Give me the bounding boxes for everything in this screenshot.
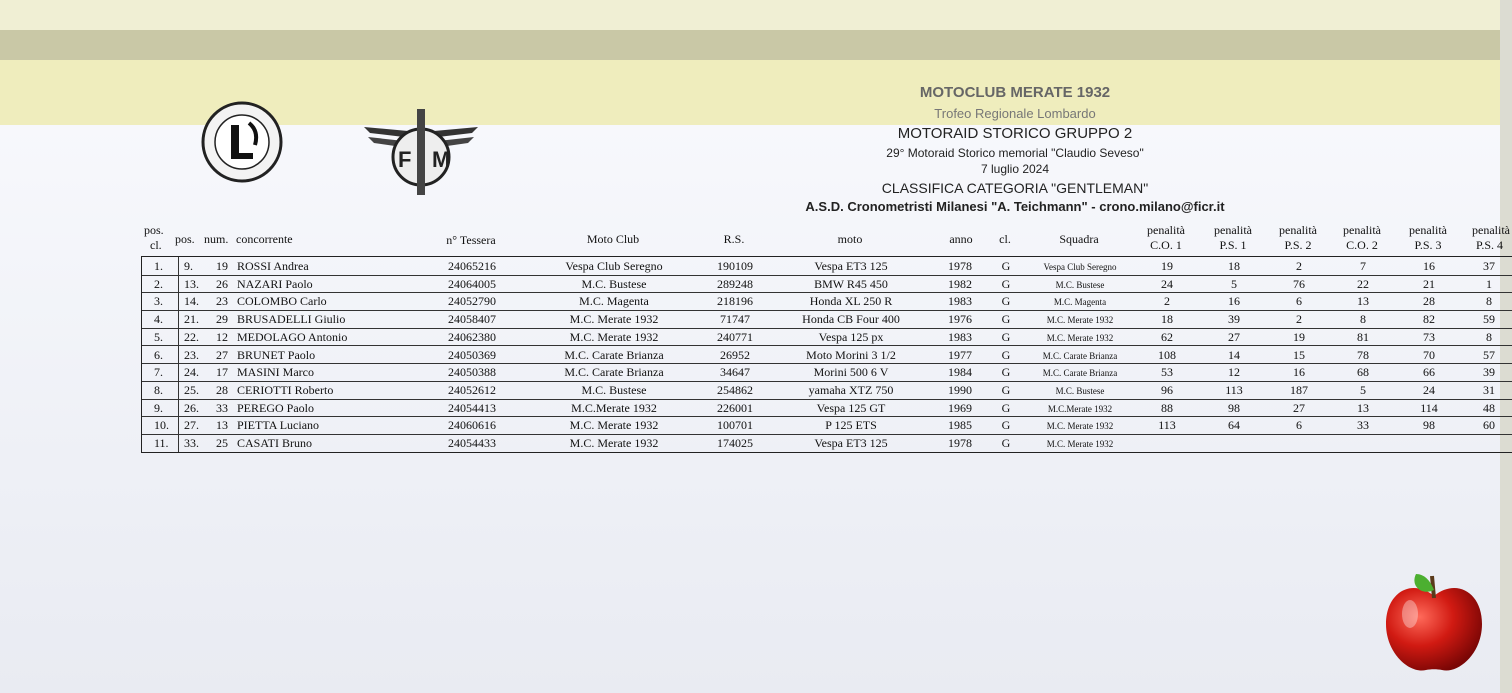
cell-name: MEDOLAGO Antonio [237, 329, 348, 344]
cell-pos: 25. [184, 382, 199, 397]
cell-poscl: 3. [154, 294, 163, 309]
cell-rs: 226001 [717, 400, 753, 415]
col-head-pos: pos. [175, 232, 195, 246]
cell-ps4: 37 [1483, 259, 1495, 273]
cell-ps4: 60 [1483, 418, 1495, 433]
cell-pos: 9. [184, 259, 193, 273]
cell-poscl: 11. [154, 436, 169, 450]
cell-rs: 218196 [717, 294, 753, 309]
cell-ps1: 39 [1228, 312, 1240, 327]
cell-squadra: Vespa Club Seregno [1043, 262, 1117, 272]
cell-squadra: M.C. Merate 1932 [1046, 439, 1114, 449]
cell-anno: 1990 [948, 382, 972, 397]
event-date: 7 luglio 2024 [980, 162, 1050, 176]
cell-cl: G [1001, 294, 1011, 309]
col-head-ps4: P.S. 4 [1476, 238, 1504, 252]
cell-ps3: 24 [1423, 382, 1435, 397]
cell-ps4: 48 [1483, 400, 1495, 415]
cell-co1: 113 [1158, 418, 1176, 433]
cell-num: 23 [216, 294, 228, 309]
cell-rs: 26952 [720, 347, 750, 362]
cell-ps4: 59 [1483, 312, 1495, 327]
table-row [142, 275, 1512, 294]
cell-co2: 33 [1357, 418, 1369, 433]
cell-ps4: 57 [1483, 347, 1495, 362]
cell-club: M.C. Magenta [579, 294, 649, 309]
cell-co2: 78 [1357, 347, 1369, 362]
cell-num: 29 [216, 312, 228, 327]
cell-squadra: M.C. Merate 1932 [1046, 315, 1114, 326]
col-head-ps2: P.S. 2 [1284, 238, 1312, 252]
cell-moto: Vespa ET3 125 [814, 436, 888, 450]
apple-icon [1382, 568, 1486, 678]
cell-moto: Vespa 125 GT [816, 400, 886, 415]
cell-co1: 53 [1161, 365, 1173, 380]
col-head-poscl-1: pos. [144, 223, 164, 237]
cell-tessera: 24050388 [448, 365, 496, 380]
motoclub-logo [199, 101, 285, 183]
col-head-motoclub: Moto Club [586, 232, 640, 246]
col-head-pen-3: penalità [1279, 223, 1317, 237]
cell-squadra: M.C. Bustese [1055, 385, 1105, 396]
cell-ps1: 16 [1228, 294, 1240, 309]
cell-tessera: 24060616 [448, 418, 496, 433]
cell-moto: BMW R45 450 [814, 276, 888, 291]
col-head-rs: R.S. [723, 232, 745, 246]
cell-anno: 1969 [948, 400, 972, 415]
cell-club: M.C. Bustese [581, 276, 647, 291]
cell-ps3: 73 [1423, 329, 1435, 344]
cell-num: 25 [216, 436, 228, 450]
cell-moto: Moto Morini 3 1/2 [806, 347, 896, 362]
cell-moto: Honda XL 250 R [809, 294, 893, 309]
cell-poscl: 7. [154, 365, 163, 380]
cell-rs: 100701 [717, 418, 753, 433]
cell-ps1: 64 [1228, 418, 1240, 433]
cell-rs: 240771 [717, 329, 753, 344]
cell-name: CERIOTTI Roberto [237, 382, 334, 397]
cell-co2: 81 [1357, 329, 1369, 344]
cell-num: 19 [216, 259, 228, 273]
cell-ps3: 28 [1423, 294, 1435, 309]
col-head-moto: moto [837, 232, 863, 246]
cell-co2: 13 [1357, 400, 1369, 415]
cell-anno: 1984 [948, 365, 972, 380]
cell-ps3: 98 [1423, 418, 1435, 433]
cell-tessera: 24062380 [448, 329, 496, 344]
cell-anno: 1978 [948, 259, 972, 273]
cell-ps1: 98 [1228, 400, 1240, 415]
col-head-pen-2: penalità [1214, 223, 1252, 237]
cell-anno: 1976 [948, 312, 972, 327]
col-head-concorrente: concorrente [236, 232, 293, 246]
cell-ps2: 76 [1293, 276, 1305, 291]
cell-club: M.C. Merate 1932 [569, 329, 659, 344]
cell-num: 26 [216, 276, 228, 291]
cell-name: BRUNET Paolo [237, 347, 316, 362]
cell-ps2: 16 [1293, 365, 1305, 380]
cell-squadra: M.C. Carate Brianza [1042, 350, 1118, 361]
cell-pos: 27. [184, 418, 199, 433]
cell-pos: 13. [184, 276, 199, 291]
timekeeper-line: A.S.D. Cronometristi Milanesi "A. Teichmann" - crono.milano@ficr.it [805, 199, 1225, 214]
cell-co1: 88 [1161, 400, 1173, 415]
cell-anno: 1985 [948, 418, 972, 433]
cell-co1: 108 [1158, 347, 1176, 362]
cell-co2: 8 [1360, 312, 1366, 327]
col-head-pen-6: penalità [1472, 223, 1510, 237]
cell-squadra: M.C. Bustese [1055, 279, 1105, 290]
cell-squadra: M.C. Merate 1932 [1046, 421, 1114, 432]
cell-ps1: 12 [1228, 365, 1240, 380]
cell-cl: G [1001, 400, 1011, 415]
cell-ps4: 39 [1483, 365, 1495, 380]
cell-name: PEREGO Paolo [237, 400, 315, 415]
trofeo-subtitle: Trofeo Regionale Lombardo [934, 106, 1096, 121]
col-head-pen-4: penalità [1343, 223, 1381, 237]
cell-ps2: 19 [1293, 329, 1305, 344]
col-head-ps3: P.S. 3 [1414, 238, 1442, 252]
cell-ps3: 66 [1423, 365, 1435, 380]
cell-anno: 1983 [948, 294, 972, 309]
col-head-num: num. [204, 232, 229, 246]
cell-pos: 22. [184, 329, 199, 344]
cell-name: NAZARI Paolo [237, 276, 313, 291]
cell-co1: 19 [1161, 259, 1173, 273]
cell-moto: Vespa ET3 125 [814, 259, 888, 273]
cell-co1: 18 [1161, 312, 1173, 327]
cell-ps3: 70 [1423, 347, 1435, 362]
cell-co1: 96 [1161, 382, 1173, 397]
cell-squadra: M.C. Carate Brianza [1042, 368, 1118, 379]
cell-tessera: 24052790 [448, 294, 496, 309]
cell-rs: 289248 [717, 276, 753, 291]
cell-pos: 21. [184, 312, 199, 327]
cell-squadra: M.C.Merate 1932 [1047, 403, 1113, 414]
cell-club: M.C. Carate Brianza [564, 347, 664, 362]
cell-poscl: 10. [154, 418, 169, 433]
cell-ps2: 2 [1296, 259, 1302, 273]
cell-moto: Morini 500 6 V [813, 365, 889, 380]
col-head-pen-5: penalità [1409, 223, 1447, 237]
cell-squadra: M.C. Magenta [1053, 297, 1107, 308]
cell-poscl: 4. [154, 312, 163, 327]
cell-ps4: 8 [1486, 294, 1492, 309]
cell-club: M.C.Merate 1932 [571, 400, 657, 415]
memorial-line: 29° Motoraid Storico memorial "Claudio Seveso" [886, 146, 1144, 160]
cell-moto: yamaha XTZ 750 [808, 382, 894, 397]
col-head-co1: C.O. 1 [1150, 238, 1182, 252]
col-head-poscl-2: cl. [150, 238, 162, 252]
cell-co1: 62 [1161, 329, 1173, 344]
cell-cl: G [1001, 436, 1011, 450]
cell-cl: G [1001, 259, 1011, 273]
cell-anno: 1978 [948, 436, 972, 450]
cell-name: PIETTA Luciano [237, 418, 320, 433]
cell-pos: 24. [184, 365, 199, 380]
cell-tessera: 24065216 [448, 259, 496, 273]
cell-cl: G [1001, 418, 1011, 433]
cell-cl: G [1001, 312, 1011, 327]
col-head-ps1: P.S. 1 [1219, 238, 1247, 252]
cell-num: 17 [216, 365, 228, 380]
cell-ps4: 8 [1486, 329, 1492, 344]
cell-rs: 174025 [717, 436, 753, 450]
cell-co1: 2 [1164, 294, 1170, 309]
cell-poscl: 1. [154, 259, 163, 273]
cell-name: CASATI Bruno [237, 436, 313, 450]
cell-poscl: 5. [154, 329, 163, 344]
cell-tessera: 24050369 [448, 347, 496, 362]
col-head-anno: anno [949, 232, 973, 246]
cell-ps1: 27 [1228, 329, 1240, 344]
table-row [142, 257, 1512, 276]
cell-moto: Honda CB Four 400 [802, 312, 900, 327]
cell-moto: Vespa 125 px [818, 329, 884, 344]
table-row [142, 310, 1512, 329]
table-row [142, 363, 1512, 382]
cell-ps2: 187 [1290, 382, 1308, 397]
table-row [142, 381, 1512, 400]
cell-anno: 1977 [948, 347, 972, 362]
cell-ps4: 1 [1486, 276, 1492, 291]
cell-name: COLOMBO Carlo [237, 294, 327, 309]
table-row [142, 292, 1512, 311]
col-head-co2: C.O. 2 [1346, 238, 1378, 252]
table-row [142, 399, 1512, 418]
cell-club: M.C. Bustese [581, 382, 647, 397]
svg-text:M: M [432, 147, 451, 172]
cell-name: MASINI Marco [237, 365, 314, 380]
cell-ps2: 6 [1296, 418, 1302, 433]
cell-cl: G [1001, 329, 1011, 344]
cell-ps2: 2 [1296, 312, 1302, 327]
classifica-title: CLASSIFICA CATEGORIA "GENTLEMAN" [881, 180, 1149, 196]
cell-poscl: 2. [154, 276, 163, 291]
col-head-tessera: n° Tessera [446, 233, 496, 247]
cell-club: M.C. Merate 1932 [569, 418, 659, 433]
cell-rs: 254862 [717, 382, 753, 397]
cell-name: ROSSI Andrea [237, 259, 309, 273]
cell-num: 27 [216, 347, 228, 362]
cell-num: 12 [216, 329, 228, 344]
cell-co2: 5 [1360, 382, 1366, 397]
cell-cl: G [1001, 276, 1011, 291]
cell-co2: 68 [1357, 365, 1369, 380]
cell-co2: 7 [1360, 259, 1366, 273]
cell-club: M.C. Carate Brianza [564, 365, 664, 380]
cell-tessera: 24054413 [448, 400, 496, 415]
cell-cl: G [1001, 347, 1011, 362]
cell-num: 33 [216, 400, 228, 415]
cell-co2: 13 [1357, 294, 1369, 309]
cell-ps3: 21 [1423, 276, 1435, 291]
cell-ps2: 6 [1296, 294, 1302, 309]
cell-pos: 33. [184, 436, 199, 450]
results-table [141, 256, 1512, 453]
table-row [142, 328, 1512, 347]
cell-rs: 34647 [720, 365, 750, 380]
cell-poscl: 8. [154, 382, 163, 397]
col-head-squadra: Squadra [1059, 232, 1099, 246]
cell-poscl: 6. [154, 347, 163, 362]
cell-ps1: 5 [1231, 276, 1237, 291]
cell-tessera: 24064005 [448, 276, 496, 291]
cell-ps3: 16 [1423, 259, 1435, 273]
cell-poscl: 9. [154, 400, 163, 415]
cell-cl: G [1001, 382, 1011, 397]
cell-num: 13 [216, 418, 228, 433]
cell-ps4: 31 [1483, 382, 1495, 397]
cell-pos: 14. [184, 294, 199, 309]
cell-cl: G [1001, 365, 1011, 380]
cell-tessera: 24058407 [448, 312, 496, 327]
cell-anno: 1983 [948, 329, 972, 344]
cell-squadra: M.C. Merate 1932 [1046, 332, 1114, 343]
cell-pos: 23. [184, 347, 199, 362]
cell-ps2: 27 [1293, 400, 1305, 415]
cell-rs: 71747 [720, 312, 750, 327]
cell-ps3: 114 [1420, 400, 1438, 415]
cell-club: Vespa Club Seregno [565, 259, 663, 273]
cell-moto: P 125 ETS [825, 418, 877, 433]
fim-logo [362, 103, 480, 195]
cell-co1: 24 [1161, 276, 1173, 291]
svg-text:F: F [398, 147, 412, 172]
table-row [142, 434, 1512, 452]
org-title: MOTOCLUB MERATE 1932 [919, 84, 1111, 101]
cell-co2: 22 [1357, 276, 1369, 291]
cell-tessera: 24054433 [448, 436, 496, 450]
event-title: MOTORAID STORICO GRUPPO 2 [897, 125, 1133, 142]
cell-ps1: 14 [1228, 347, 1240, 362]
col-head-pen-1: penalità [1147, 223, 1185, 237]
cell-club: M.C. Merate 1932 [569, 312, 659, 327]
cell-anno: 1982 [948, 276, 972, 291]
cell-rs: 190109 [717, 259, 753, 273]
cell-ps2: 15 [1293, 347, 1305, 362]
cell-club: M.C. Merate 1932 [569, 436, 659, 450]
cell-pos: 26. [184, 400, 199, 415]
table-row [142, 416, 1512, 435]
cell-ps1: 113 [1225, 382, 1243, 397]
cell-name: BRUSADELLI Giulio [237, 312, 346, 327]
cell-tessera: 24052612 [448, 382, 496, 397]
table-row [142, 346, 1512, 365]
cell-ps3: 82 [1423, 312, 1435, 327]
cell-ps1: 18 [1228, 259, 1240, 273]
col-head-cl: cl. [999, 232, 1011, 246]
cell-num: 28 [216, 382, 228, 397]
